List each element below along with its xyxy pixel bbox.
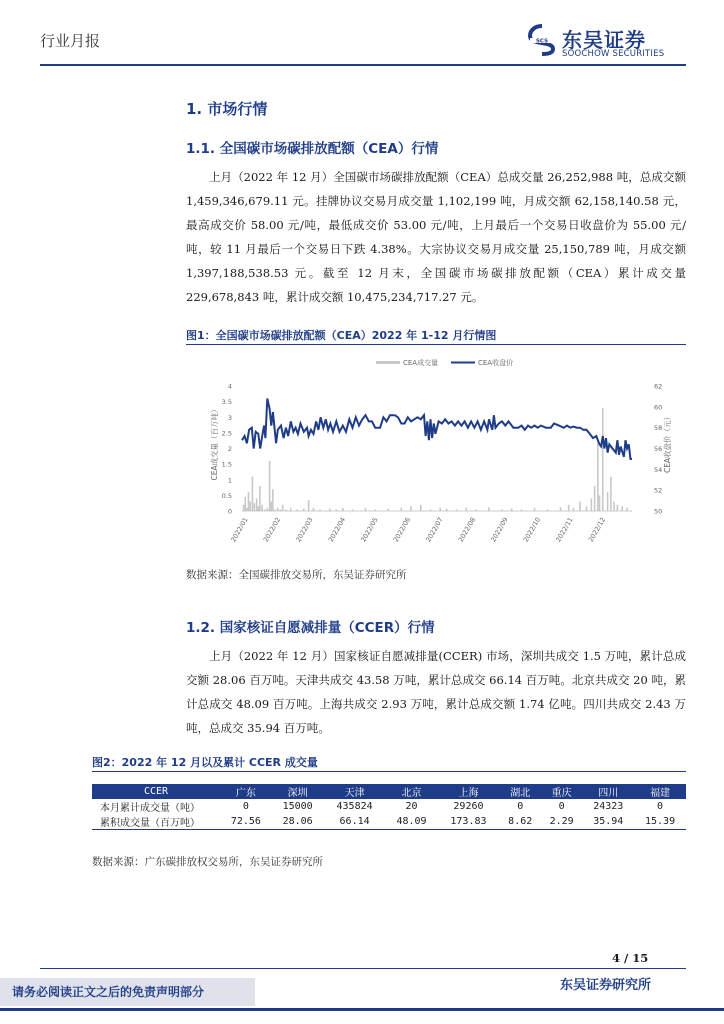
table-header-cell: 四川 (582, 784, 634, 799)
table-cell: 435824 (336, 801, 373, 812)
volume-bar (599, 495, 601, 511)
table-header-cell: 重庆 (541, 784, 582, 799)
y-right-tick-label: 60 (654, 403, 663, 412)
volume-bar (313, 508, 315, 511)
x-tick-label: 2022/03 (294, 516, 315, 544)
section-heading-cea: 1.1. 全国碳市场碳排放配额（CEA）行情 (186, 141, 439, 157)
x-tick-label: 2022/11 (554, 516, 575, 544)
table-cell: 0 (657, 801, 664, 812)
table-cell: 0 (517, 801, 524, 812)
volume-bar (256, 499, 258, 512)
footer-divider (40, 968, 686, 969)
y-right-tick-label: 54 (654, 465, 663, 474)
table-cell: 29260 (453, 801, 484, 812)
volume-bar (617, 505, 619, 511)
volume-bar (534, 508, 536, 511)
table-header-cell: 湖北 (500, 784, 541, 799)
volume-bar (246, 508, 248, 511)
figure2-source: 数据来源：广东碳排放权交易所，东吴证券研究所 (92, 856, 323, 868)
table-header-cell: 福建 (634, 784, 686, 799)
volume-bar (277, 508, 279, 511)
logo-mark-text: SCS (535, 38, 549, 45)
y-left-tick-label: 4 (227, 382, 232, 391)
table-cell: 66.14 (324, 814, 386, 830)
cea-paragraph: 上月（2022 年 12 月）全国碳市场碳排放配额（CEA）总成交量 26,252,988 吨，总成交额 1,459,346,679.11 元。挂牌协议交易月成交量 1,102,199 吨，月成交额 62,158,140.58 元，最高成交价 58.00 元/吨，最低成交价 53.00 元/吨，上月最后一个交易日收盘价为 55.00 元/吨，较 11 月最后一个交易日下跌 4.38%。大宗协议交易月成交量 25,150,789 吨，月成交额 1,397,188,538.53 元。截至 12 月末，全国碳市场碳排放配额（CEA）累计成交量 229,678,843 吨，累计成交额 10,475,234,717.27 元。 (186, 170, 686, 304)
y-right-axis-title: CEA收盘价（元） (663, 412, 672, 474)
legend-volume-swatch (376, 361, 400, 364)
x-tick-label: 2022/07 (424, 516, 445, 544)
volume-bar (607, 492, 609, 511)
table-cell: 72.56 (220, 814, 272, 830)
volume-bar (257, 506, 259, 511)
volume-bar (602, 408, 604, 511)
section-heading-ccer: 1.2. 国家核证自愿减排量（CCER）行情 (186, 620, 435, 636)
volume-bar (308, 500, 310, 511)
table-cell: 2.29 (541, 814, 582, 830)
y-right-tick-label: 50 (654, 507, 663, 516)
volume-bar (365, 508, 367, 511)
table-cell: 173.83 (437, 814, 499, 830)
y-right-tick-label: 58 (654, 424, 663, 433)
x-tick-label: 2022/10 (521, 516, 543, 544)
table-cell: 0 (242, 801, 249, 812)
table-cell: 35.94 (582, 814, 634, 830)
y-left-tick-labels (222, 383, 232, 516)
volume-bar (560, 507, 562, 511)
volume-bar (439, 508, 441, 511)
figure1-title-rule (186, 344, 686, 345)
cea-chart (186, 350, 686, 560)
figure2-title-rule (92, 771, 686, 772)
page-number: 4 / 15 (612, 951, 649, 965)
logo-english-name: SOOCHOW SECURITIES (562, 49, 665, 59)
volume-bar (272, 489, 274, 511)
table-cell: 28.06 (272, 814, 324, 830)
volume-bar (626, 508, 628, 511)
y-left-tick-label: 3.5 (221, 398, 232, 407)
header-divider (40, 64, 686, 66)
footer-org-name: 东吴证券研究所 (560, 978, 652, 993)
volume-bar (586, 506, 588, 511)
volume-bar (270, 502, 272, 511)
table-row-label: 累积成交量（百万吨） (92, 814, 220, 830)
volume-bar (597, 439, 599, 511)
x-tick-label: 2022/04 (326, 516, 348, 544)
table-row (92, 814, 686, 830)
volume-bar (621, 506, 623, 511)
volume-bar (259, 486, 261, 511)
y-left-axis-title: CEA成交量（百万吨） (210, 405, 219, 481)
table-cell: 24323 (593, 801, 624, 812)
volume-bar (613, 502, 615, 511)
volume-bar (610, 477, 612, 511)
section-heading-market: 1. 市场行情 (186, 100, 268, 118)
table-cell: 15.39 (634, 814, 686, 830)
x-tick-label: 2022/08 (456, 516, 478, 544)
figure1-source: 数据来源：全国碳排放交易所，东吴证券研究所 (186, 569, 407, 581)
report-type-label: 行业月报 (40, 32, 101, 50)
price-line (242, 399, 632, 459)
x-tick-label: 2022/09 (489, 516, 510, 544)
y-right-tick-labels (654, 383, 662, 516)
volume-bar (400, 508, 402, 511)
volume-bar (261, 505, 263, 511)
y-right-tick-label: 56 (654, 445, 663, 453)
volume-bar (410, 506, 412, 511)
ccer-paragraph: 上月（2022 年 12 月）国家核证自愿减排量(CCER) 市场，深圳共成交 1.5 万吨，累计总成交额 28.06 百万吨。天津共成交 43.58 万吨，累计总成交 66.14 百万吨。北京共成交 20 吨，累计总成交 48.09 百万吨。上海共成交 2.93 万吨，累计总成交额 1.74 亿吨。四川共成交 2.43 万吨，总成交 35.94 百万吨。 (186, 649, 686, 735)
volume-bar (594, 486, 596, 511)
volume-bar (243, 505, 245, 511)
volume-bar (267, 508, 269, 511)
table-header-row (92, 784, 686, 799)
volume-bar (420, 505, 422, 511)
y-right-tick-label: 52 (654, 486, 663, 495)
table-row-label: 本月累计成交量（吨） (100, 803, 200, 814)
figure1-title: 图1：全国碳市场碳排放配额（CEA）2022 年 1-12 月行情图 (186, 329, 497, 342)
table-header-cell: 深圳 (272, 784, 324, 799)
table-header-cell: 上海 (437, 784, 499, 799)
table-row (92, 799, 686, 814)
ccer-table (92, 784, 686, 830)
table-cell: 20 (405, 801, 418, 812)
y-left-tick-label: 3 (227, 413, 232, 422)
volume-bar (465, 508, 467, 511)
logo-mark-icon (528, 24, 556, 56)
volume-bar (579, 502, 581, 511)
y-left-tick-label: 0 (227, 507, 232, 516)
table-header-cell: 广东 (220, 784, 272, 799)
volume-bar (488, 507, 490, 511)
table-header-cell: 北京 (386, 784, 438, 799)
y-left-tick-label: 1 (227, 476, 232, 485)
x-tick-label: 2022/01 (229, 516, 250, 544)
volume-bar (254, 503, 256, 511)
table-cell: 0 (558, 801, 565, 812)
legend-volume-label: CEA成交量 (403, 359, 439, 367)
x-tick-label: 2022/05 (359, 516, 380, 544)
volume-bar (591, 499, 593, 512)
logo-chinese-name: 东吴证券 (562, 28, 646, 52)
x-tick-label: 2022/06 (391, 516, 413, 544)
y-right-tick-label: 62 (654, 382, 663, 391)
company-logo (528, 22, 678, 62)
volume-bar (252, 477, 254, 511)
volume-bar (249, 502, 251, 511)
volume-bar (342, 508, 344, 511)
figure2-title: 图2：2022 年 12 月以及累计 CCER 成交量 (92, 756, 318, 769)
x-tick-label: 2022/02 (261, 516, 283, 544)
volume-bar (573, 508, 575, 511)
volume-bar (269, 461, 271, 511)
legend-price-label: CEA收盘价 (478, 359, 514, 367)
y-left-tick-label: 2.5 (221, 429, 232, 438)
volume-bar (248, 492, 250, 511)
y-left-tick-label: 1.5 (221, 460, 232, 469)
volume-bar (568, 505, 570, 511)
footer-bottom-rule (0, 1008, 724, 1011)
x-tick-labels (229, 516, 607, 543)
table-cell: 8.62 (500, 814, 541, 830)
y-left-tick-label: 0.5 (221, 491, 232, 500)
disclaimer-notice: 请务必阅读正文之后的免责声明部分 (12, 985, 205, 999)
table-header-cell: 天津 (324, 784, 386, 799)
volume-bar (282, 505, 284, 511)
y-left-tick-label: 2 (227, 445, 232, 453)
table-header-cell: CCER (92, 784, 220, 799)
volume-bar (290, 508, 292, 511)
table-cell: 15000 (282, 801, 313, 812)
volume-bar (244, 497, 246, 511)
table-cell: 48.09 (386, 814, 438, 830)
x-tick-label: 2022/12 (586, 516, 608, 544)
